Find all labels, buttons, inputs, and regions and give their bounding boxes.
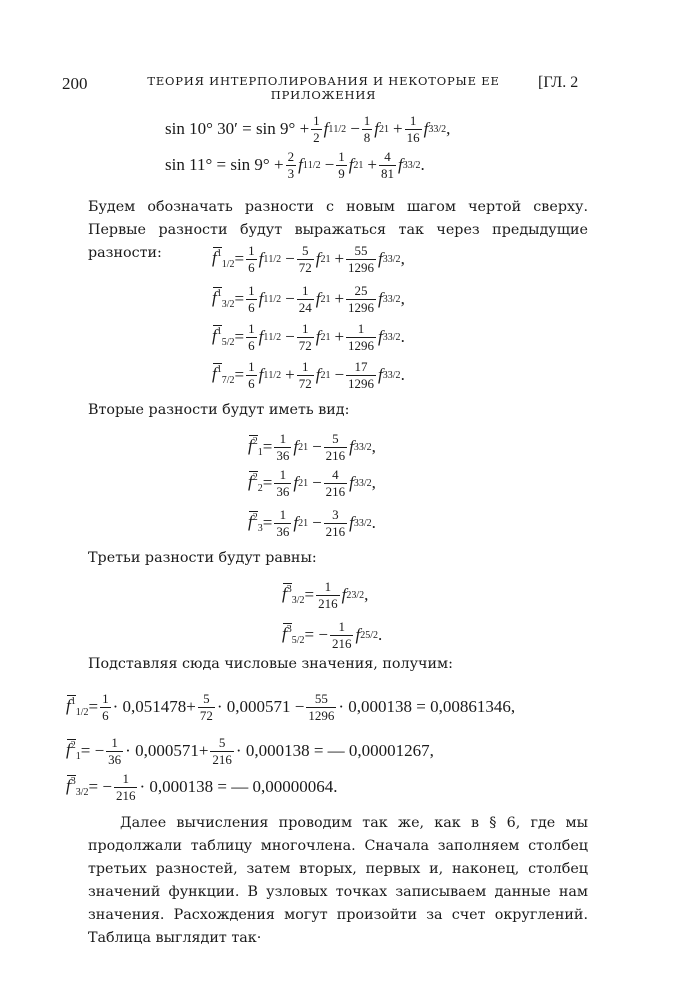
paragraph-new-step: Будем обозначать разности с новым шагом чертой сверху. Первые разности будут выражаться так через предыдущие разности: (88, 199, 588, 261)
paragraph-continuation: Далее вычисления проводим так же, как в § 6, где мы продолжали таблицу многочлена. Сначала заполняем столбец третьих разностей, затем вторых, первых и, наконец, столбец значений функции. В узловых точках записываем данные нам значения. Расхождения могут произойти за счет округлений. Таблица выглядит так· (88, 815, 588, 946)
second-difference-equation: $f^2_1$ = $\frac{1}{36}$ f 2 1 − $\frac{5}{216}$ f 3 3/2 , (248, 431, 376, 463)
chapter-marker: [ГЛ. 2 (538, 74, 579, 91)
first-difference-equation: $f^1_{5/2}$ = $\frac{1}{6}$ f 1 1/2 − $\frac{1}{72}$ f 2 1 + $\frac{1}{1296}$ f 3 3/2 . (212, 321, 405, 353)
third-difference-equation: $f^3_{5/2}$ = − $\frac{1}{216}$ f 2 5/2 . (282, 619, 383, 651)
paragraph-second-diffs: Вторые разности будут иметь вид: (88, 402, 350, 418)
second-difference-equation: $f^2_3$ = $\frac{1}{36}$ f 2 1 − $\frac{3}{216}$ f 3 3/2 . (248, 507, 376, 539)
first-difference-equation: $f^1_{7/2}$ = $\frac{1}{6}$ f 1 1/2 + $\frac{1}{72}$ f 2 1 − $\frac{17}{1296}$ f 3 3/2 . (212, 359, 405, 391)
numeric-first-difference: $f^1_{1/2}$ = $\frac{1}{6}$ · 0,051478+ $\frac{5}{72}$ · 0,000571 − $\frac{55}{1296}$ · 0,000138 = 0,00861346, (66, 691, 516, 723)
equation-sin-11: sin 11° = sin 9° + $\frac{2}{3}$ f 1 1/2 − $\frac{1}{9}$ f 2 1 + $\frac{4}{81}$ f 3 3/2 . (165, 149, 425, 181)
paragraph-third-diffs: Третьи разности будут равны: (88, 550, 317, 566)
equation-sin-10-30: sin 10° 30′ = sin 9° + $\frac{1}{2}$ f 1 1/2 − $\frac{1}{8}$ f 2 1 + $\frac{1}{16}$ f 3 3/2 , (165, 113, 451, 145)
page-number: 200 (62, 74, 88, 93)
first-difference-equation: $f^1_{1/2}$ = $\frac{1}{6}$ f 1 1/2 − $\frac{5}{72}$ f 2 1 + $\frac{55}{1296}$ f 3 3/2 , (212, 243, 405, 275)
paragraph-substitute: Подставляя сюда числовые значения, получим: (88, 656, 453, 672)
numeric-second-difference: $f^2_1$ = − $\frac{1}{36}$ · 0,000571+ $\frac{5}{216}$ · 0,000138 = — 0,00001267, (66, 735, 434, 767)
third-difference-equation: $f^3_{3/2}$ = $\frac{1}{216}$ f 2 3/2 , (282, 579, 369, 611)
second-difference-equation: $f^2_2$ = $\frac{1}{36}$ f 2 1 − $\frac{4}{216}$ f 3 3/2 , (248, 467, 376, 499)
first-difference-equation: $f^1_{3/2}$ = $\frac{1}{6}$ f 1 1/2 − $\frac{1}{24}$ f 2 1 + $\frac{25}{1296}$ f 3 3/2 , (212, 283, 405, 315)
running-title: ТЕОРИЯ ИНТЕРПОЛИРОВАНИЯ И НЕКОТОРЫЕ ЕЕ ПРИЛОЖЕНИЯ (147, 74, 500, 102)
numeric-third-difference: $f^3_{3/2}$ = − $\frac{1}{216}$ · 0,000138 = — 0,00000064. (66, 771, 338, 803)
